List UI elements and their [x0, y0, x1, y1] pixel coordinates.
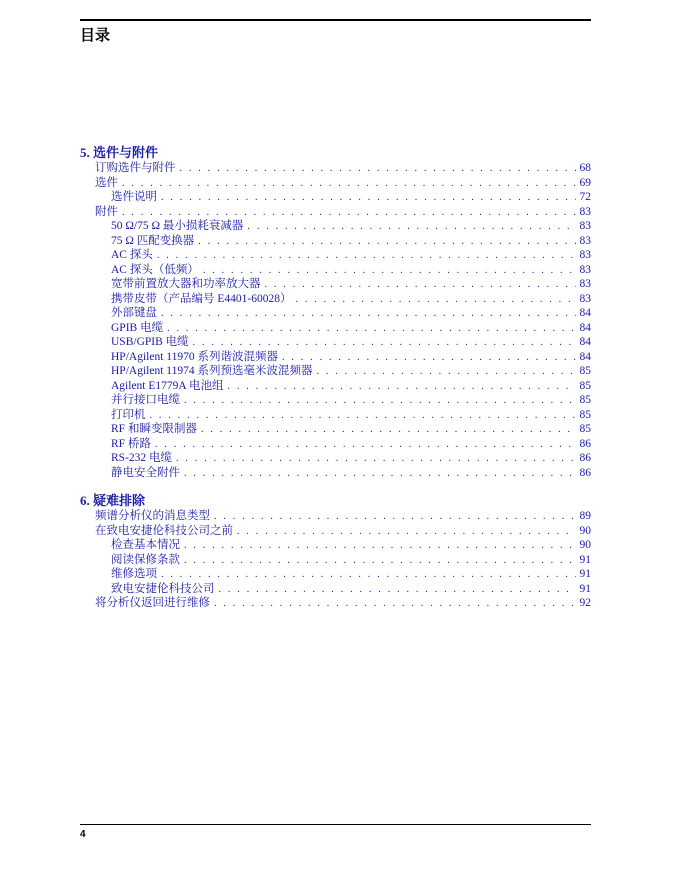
dot-leader — [161, 307, 576, 322]
toc-entry-title: USB/GPIB 电缆 — [111, 336, 189, 348]
toc-entry[interactable] — [80, 306, 591, 321]
toc-entries — [80, 509, 591, 611]
toc-entry-page: 83 — [579, 278, 591, 290]
toc-entry-title: 打印机 — [111, 408, 146, 421]
dot-leader — [219, 583, 576, 598]
toc-entry[interactable] — [80, 350, 591, 365]
toc-entry-title: GPIB 电缆 — [111, 321, 164, 334]
dot-leader — [184, 554, 576, 569]
toc-entry[interactable] — [80, 248, 591, 263]
dot-leader — [198, 235, 575, 250]
dot-leader — [193, 336, 576, 351]
dot-leader — [161, 568, 576, 583]
toc-entry[interactable] — [80, 379, 591, 394]
toc-entry-page: 84 — [579, 336, 591, 348]
toc-entry[interactable] — [80, 437, 591, 452]
toc-entry-title: 静电安全附件 — [111, 466, 180, 479]
toc-entry[interactable] — [80, 422, 591, 437]
dot-leader — [227, 380, 575, 395]
toc-entry-title: 50 Ω/75 Ω 最小损耗衰减器 — [111, 220, 244, 232]
toc-entry-page: 68 — [579, 162, 591, 174]
toc-entry[interactable] — [80, 321, 591, 336]
toc-entry-title: 维修选项 — [111, 568, 157, 580]
toc-entry[interactable] — [80, 408, 591, 423]
dot-leader — [155, 438, 576, 453]
toc-entry[interactable] — [80, 553, 591, 568]
dot-leader — [214, 597, 576, 612]
chapter-heading[interactable]: 6. 疑难排除 — [80, 493, 146, 508]
dot-leader — [122, 177, 576, 192]
toc-entry-title: 阅读保修条款 — [111, 553, 180, 566]
dot-leader — [203, 264, 576, 279]
toc-entry-title: 携带皮带（产品编号 E4401-60028） — [111, 292, 292, 305]
toc-entry-title: 选件说明 — [111, 191, 157, 203]
toc-entry[interactable] — [80, 567, 591, 582]
toc-entry[interactable] — [80, 219, 591, 234]
toc-entry-title: RF 桥路 — [111, 437, 151, 450]
toc-entry-page: 83 — [579, 234, 591, 247]
toc-entry[interactable] — [80, 176, 591, 191]
toc-entry[interactable] — [80, 292, 591, 307]
dot-leader — [184, 467, 576, 482]
toc-entry[interactable] — [80, 335, 591, 350]
toc-entry-title: 附件 — [95, 205, 118, 218]
dot-leader — [247, 220, 575, 235]
toc-entry-title: 致电安捷伦科技公司 — [111, 582, 215, 595]
toc-entry[interactable] — [80, 234, 591, 249]
dot-leader — [180, 162, 576, 177]
toc-entry-title: HP/Agilent 11974 系列预选毫米波混频器 — [111, 365, 313, 377]
bottom-rule — [80, 824, 591, 825]
toc-entry-page: 90 — [579, 524, 591, 537]
toc-entry-page: 85 — [579, 379, 591, 392]
toc-entry-title: 宽带前置放大器和功率放大器 — [111, 278, 261, 290]
toc-entry-title: RS-232 电缆 — [111, 452, 173, 464]
dot-leader — [282, 351, 576, 366]
toc-entry-title: 订购选件与附件 — [95, 162, 176, 174]
toc-entry-page: 83 — [579, 263, 591, 276]
dot-leader — [167, 322, 575, 337]
toc-entry-page: 86 — [579, 437, 591, 450]
dot-leader — [122, 206, 576, 221]
toc-entry-page: 84 — [579, 350, 591, 363]
dot-leader — [265, 278, 576, 293]
chapter-heading[interactable]: 5. 选件与附件 — [80, 145, 159, 160]
toc-entry[interactable] — [80, 466, 591, 481]
toc-entry-page: 85 — [579, 365, 591, 377]
toc-entry-page: 83 — [579, 220, 591, 232]
toc-section-6 — [80, 493, 591, 611]
page-number: 4 — [80, 829, 86, 840]
dot-leader — [316, 365, 575, 380]
toc-entry-page: 91 — [579, 582, 591, 595]
dot-leader — [176, 452, 575, 467]
toc-entry[interactable] — [80, 538, 591, 553]
toc-entry[interactable] — [80, 582, 591, 597]
toc-entry-title: 75 Ω 匹配变换器 — [111, 234, 195, 247]
toc-entry-page: 84 — [579, 307, 591, 319]
page-title: 目录 — [80, 26, 111, 44]
dot-leader — [184, 539, 576, 554]
toc-entry-title: 检查基本情况 — [111, 539, 180, 551]
toc-entry[interactable] — [80, 277, 591, 292]
dot-leader — [295, 293, 575, 308]
toc-entry-title: 在致电安捷伦科技公司之前 — [95, 524, 233, 537]
toc-entry[interactable] — [80, 509, 591, 524]
toc-entry-title: RF 和瞬变限制器 — [111, 423, 197, 435]
toc-entry-page: 83 — [579, 292, 591, 305]
toc-entry-title: 选件 — [95, 176, 118, 189]
dot-leader — [161, 191, 576, 206]
toc-entry-title: 频谱分析仪的消息类型 — [95, 510, 210, 522]
top-rule — [80, 19, 591, 21]
toc-entry[interactable] — [80, 263, 591, 278]
toc-entry-page: 84 — [579, 321, 591, 334]
dot-leader — [201, 423, 576, 438]
toc-entry-page: 83 — [579, 205, 591, 218]
toc-entry-title: Agilent E1779A 电池组 — [111, 379, 224, 392]
dot-leader — [237, 525, 576, 540]
toc-entry-page: 91 — [579, 553, 591, 566]
toc-entry-page: 69 — [579, 176, 591, 189]
toc-entry[interactable] — [80, 524, 591, 539]
toc-entry-page: 85 — [579, 394, 591, 406]
toc-section-5 — [80, 145, 591, 480]
toc-entry-page: 72 — [579, 191, 591, 203]
toc-entry[interactable] — [80, 190, 591, 205]
toc-entry-title: AC 探头（低频） — [111, 263, 199, 276]
toc-entry[interactable] — [80, 451, 591, 466]
toc-entry-title: 将分析仪返回进行维修 — [95, 597, 210, 609]
toc-entry[interactable] — [80, 393, 591, 408]
toc-entries — [80, 161, 591, 480]
toc-entry-title: AC 探头 — [111, 249, 153, 261]
toc-entry-title: HP/Agilent 11970 系列谐波混频器 — [111, 350, 278, 363]
toc-entry[interactable] — [80, 161, 591, 176]
toc-entry-page: 86 — [579, 466, 591, 479]
toc-entry-page: 83 — [579, 249, 591, 261]
toc-entry-title: 并行接口电缆 — [111, 394, 180, 406]
toc-entry-page: 90 — [579, 539, 591, 551]
toc-entry[interactable] — [80, 364, 591, 379]
toc-entry[interactable] — [80, 596, 591, 611]
dot-leader — [150, 409, 576, 424]
toc-entry-page: 85 — [579, 408, 591, 421]
toc-entry-page: 85 — [579, 423, 591, 435]
toc-entry-page: 86 — [579, 452, 591, 464]
toc-entry[interactable] — [80, 205, 591, 220]
toc-entry-page: 92 — [579, 597, 591, 609]
toc-entry-page: 91 — [579, 568, 591, 580]
dot-leader — [157, 249, 576, 264]
toc-entry-title: 外部键盘 — [111, 307, 157, 319]
toc-entry-page: 89 — [579, 510, 591, 522]
dot-leader — [214, 510, 576, 525]
dot-leader — [184, 394, 576, 409]
